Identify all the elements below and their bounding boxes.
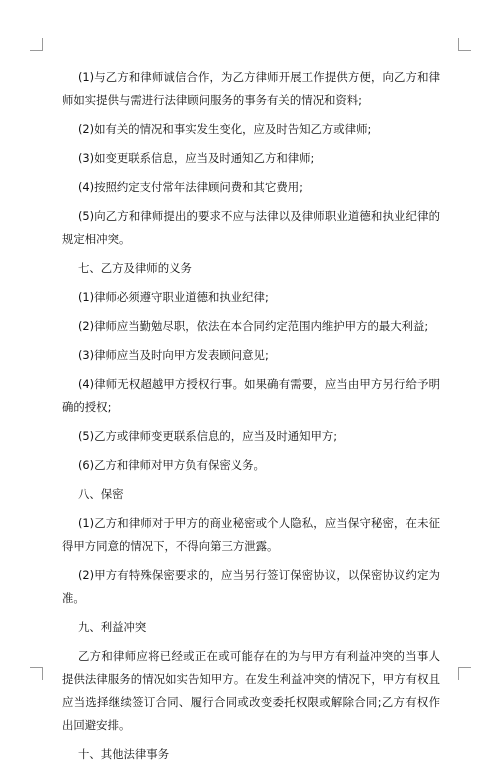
paragraph-lawyer-duty-1: (1)律师必须遵守职业道德和执业纪律; (77, 290, 269, 304)
crop-mark-top-right (458, 38, 471, 51)
paragraph-client-duty-4: (4)按照约定支付常年法律顾问费和其它费用; (77, 180, 303, 194)
crop-mark-bottom-right (458, 667, 471, 680)
paragraph-lawyer-duty-3: (3)律师应当及时向甲方发表顾问意见; (77, 348, 269, 362)
paragraph-client-duty-1: (1)与乙方和律师诚信合作，为乙方律师开展工作提供方便，向乙方和律师如实提供与需进行法律顾问服务的事务有关的情况和资料; (62, 70, 440, 107)
paragraph-confidentiality-2: (2)甲方有特殊保密要求的，应当另行签订保密协议，以保密协议约定为准。 (62, 568, 440, 605)
section-heading-lawyer-duties: 七、乙方及律师的义务 (77, 261, 192, 275)
crop-mark-top-left (30, 38, 43, 51)
paragraph-lawyer-duty-2: (2)律师应当勤勉尽职，依法在本合同约定范围内维护甲方的最大利益; (77, 319, 429, 333)
paragraph-lawyer-duty-5: (5)乙方或律师变更联系信息的，应当及时通知甲方; (77, 429, 338, 443)
paragraph-conflict-of-interest: 乙方和律师应将已经或正在或可能存在的为与甲方有利益冲突的当事人提供法律服务的情况如实告知甲方。在发生利益冲突的情况下，甲方有权且应当选择继续签订合同、履行合同或改变委托权限或解除合同;乙方有权作出回避安排。 (62, 649, 440, 732)
section-heading-confidentiality: 八、保密 (77, 487, 124, 501)
paragraph-client-duty-3: (3)如变更联系信息，应当及时通知乙方和律师; (77, 151, 315, 165)
paragraph-client-duty-2: (2)如有关的情况和事实发生变化，应及时告知乙方或律师; (77, 122, 372, 136)
paragraph-lawyer-duty-6: (6)乙方和律师对甲方负有保密义务。 (77, 458, 265, 472)
document-body (62, 66, 440, 772)
paragraph-confidentiality-1: (1)乙方和律师对于甲方的商业秘密或个人隐私，应当保守秘密，在未征得甲方同意的情况下，不得向第三方泄露。 (62, 516, 440, 553)
section-heading-conflict-of-interest: 九、利益冲突 (77, 620, 147, 634)
paragraph-lawyer-duty-4: (4)律师无权超越甲方授权行事。如果确有需要，应当由甲方另行给予明确的授权; (62, 377, 440, 414)
crop-mark-bottom-left (30, 667, 43, 680)
section-heading-other-legal-matters: 十、其他法律事务 (77, 747, 170, 761)
paragraph-client-duty-5: (5)向乙方和律师提出的要求不应与法律以及律师职业道德和执业纪律的规定相冲突。 (62, 209, 440, 246)
